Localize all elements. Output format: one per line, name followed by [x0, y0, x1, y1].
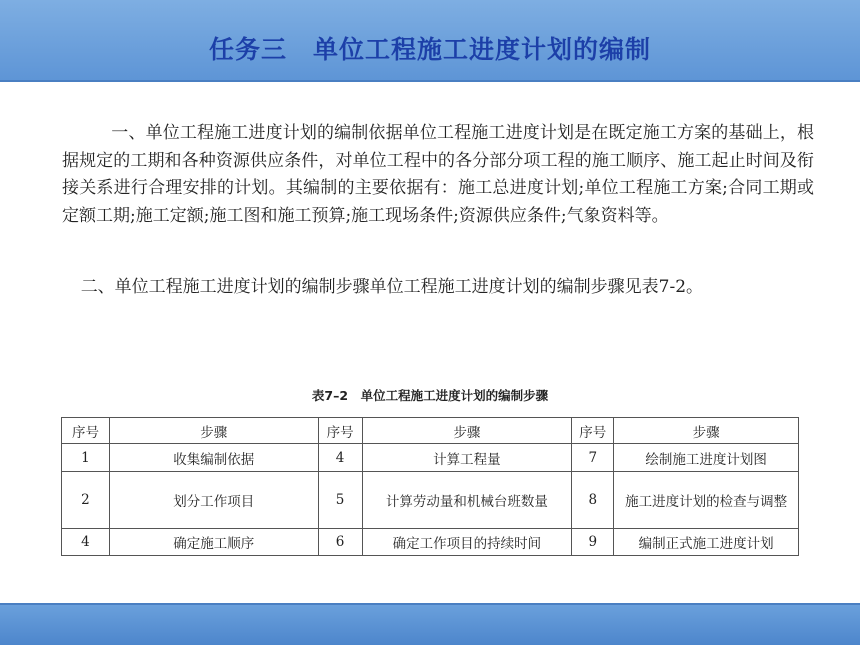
- table-cell: 绘制施工进度计划图: [614, 444, 799, 472]
- table-cell: 8: [572, 472, 614, 529]
- table-cell: 计算工程量: [362, 444, 572, 472]
- table-cell: 1: [62, 444, 110, 472]
- table-cell: 4: [62, 529, 110, 556]
- table-cell: 2: [62, 472, 110, 529]
- table-row: [62, 472, 799, 529]
- table-cell: 9: [572, 529, 614, 556]
- table-cell: 6: [318, 529, 362, 556]
- footer-bar: [0, 603, 860, 645]
- steps-table: [61, 417, 799, 556]
- table-cell: 7: [572, 444, 614, 472]
- table-cell: 划分工作项目: [109, 472, 318, 529]
- table-header-row: [62, 418, 799, 444]
- table-row: [62, 444, 799, 472]
- table-cell: 确定工作项目的持续时间: [362, 529, 572, 556]
- table-cell: 收集编制依据: [109, 444, 318, 472]
- table-caption: 表7–2 单位工程施工进度计划的编制步骤: [311, 388, 549, 403]
- header-cell-step-2: 步骤: [362, 418, 572, 444]
- header-cell-step-1: 步骤: [109, 418, 318, 444]
- header-cell-no-1: 序号: [62, 418, 110, 444]
- header-cell-no-2: 序号: [318, 418, 362, 444]
- paragraph-steps: 二、单位工程施工进度计划的编制步骤单位工程施工进度计划的编制步骤见表7-2。: [80, 277, 704, 297]
- table-row: [62, 529, 799, 556]
- header-cell-step-3: 步骤: [614, 418, 799, 444]
- table-cell: 编制正式施工进度计划: [614, 529, 799, 556]
- table-cell: 5: [318, 472, 362, 529]
- paragraph-basis: 一、单位工程施工进度计划的编制依据单位工程施工进度计划是在既定施工方案的基础上，根据规定的工期和各种资源供应条件，对单位工程中的各分部分项工程的施工顺序、施工起止时间及衔接关系进行合理安排的计划。其编制的主要依据有：施工总进度计划;单位工程施工方案;合同工期或定额工期;施工定额;施工图和施工预算;施工现场条件;资源供应条件;气象资料等。: [62, 123, 814, 226]
- header-cell-no-3: 序号: [572, 418, 614, 444]
- table-cell: 确定施工顺序: [109, 529, 318, 556]
- table-cell: 4: [318, 444, 362, 472]
- page-title: 任务三 单位工程施工进度计划的编制: [208, 35, 651, 64]
- table-cell: 施工进度计划的检查与调整: [614, 472, 799, 529]
- table-cell: 计算劳动量和机械台班数量: [362, 472, 572, 529]
